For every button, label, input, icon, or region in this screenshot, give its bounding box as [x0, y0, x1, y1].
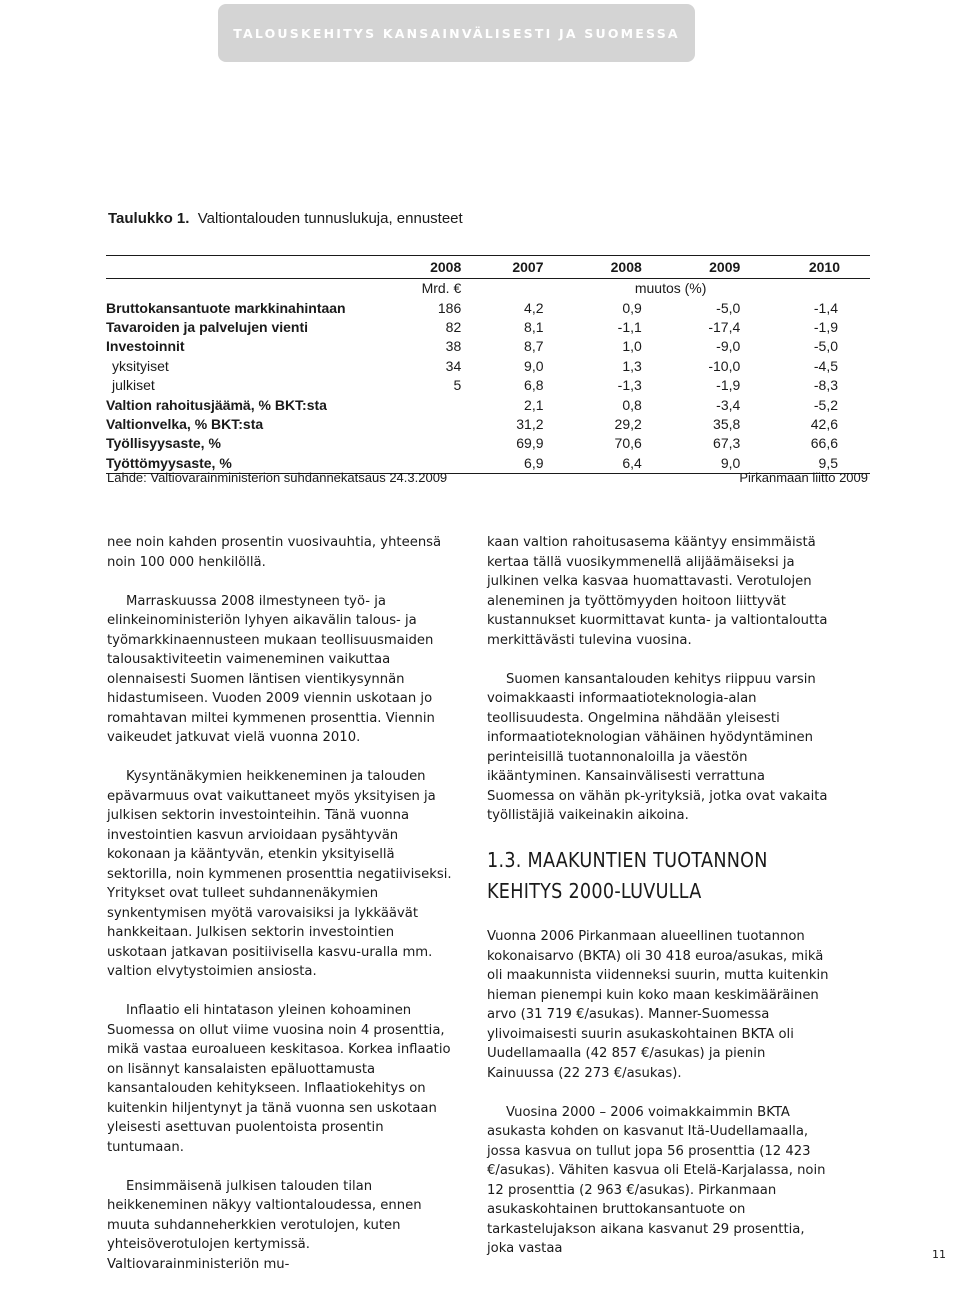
- table-caption-label: Taulukko 1.: [108, 210, 190, 227]
- table-row: [106, 415, 870, 434]
- table-cell: 34: [445, 357, 462, 374]
- table-cell: -8,3: [813, 377, 838, 394]
- body-paragraph: Vuosina 2000 – 2006 voimakkaimmin BKTA asukasta kohden on kasvanut Itä-Uudellamaalla, jossa kasvua on tullut jopa 56 prosenttia (12 423 €/asukas). Vähiten kasvua oli Etelä-Karjalassa, noin 12 prosenttia (2 963 €/asukas). Pirkanmaan asukaskohtainen bruttokansantuote on tarkastelujakson aikana kasvanut 29 prosenttia, joka vastaa: [487, 1104, 826, 1256]
- table-cell: 1,3: [622, 357, 642, 374]
- table-cell: -10,0: [708, 357, 741, 374]
- table-row: [106, 376, 870, 395]
- table-cell: -5,0: [716, 299, 741, 316]
- table-cell: 29,2: [614, 415, 642, 432]
- year-header: 2009: [668, 256, 767, 279]
- right-column: [487, 533, 832, 1278]
- body-paragraph: Ensimmäisenä julkisen talouden tilan heikkeneminen näkyy valtiontaloudessa, ennen muuta suhdanneherkkien verotulojen, kuten yhteisöverotulojen kertymissä. Valtiovarainministeriön mu-: [107, 1178, 422, 1272]
- table-cell: -1,9: [716, 377, 741, 394]
- table-cell: 9,5: [766, 454, 870, 474]
- table-cell: -9,0: [716, 338, 741, 355]
- table-source: Lähde: Valtiovarainministeriön suhdannekatsaus 24.3.2009: [107, 470, 448, 485]
- section-heading: 1.3. MAAKUNTIEN TUOTANNON KEHITYS 2000-LUVULLA: [487, 848, 768, 903]
- table-cell: 35,8: [713, 415, 741, 432]
- row-label: yksityiset: [112, 357, 169, 374]
- page-number: 11: [932, 1248, 946, 1261]
- left-column: [107, 533, 452, 1294]
- table-cell: -5,2: [813, 396, 838, 413]
- table-cell: [413, 434, 471, 453]
- body-paragraph: Vuonna 2006 Pirkanmaan alueellinen tuotannon kokonaisarvo (BKTA) oli 30 418 euroa/asukas, mikä oli maakunnista viidenneksi suurin, mutta kuitenkin hieman pienempi kuin koko maan keskimääräinen arvo (31 719 €/asukas). Manner-Suomessa ylivoimaisesti suurin asukaskohtainen BKTA oli Uudellamaalla (42 857 €/asukas) ja pienin Kainuussa (22 273 €/asukas).: [487, 929, 829, 1081]
- year-header: 2008: [570, 256, 668, 279]
- table-cell: -1,9: [813, 318, 838, 335]
- table-cell: 8,7: [524, 338, 544, 355]
- table-cell: 82: [445, 318, 462, 335]
- table-unit-row: [106, 279, 870, 299]
- table-cell: 8,1: [524, 318, 544, 335]
- table-cell: 5: [453, 377, 462, 394]
- header-title: TALOUSKEHITYS KANSAINVÄLISESTI JA SUOMESSA: [233, 25, 680, 41]
- unit-label: Mrd. €: [421, 280, 462, 297]
- year-header: 2007: [471, 256, 569, 279]
- row-label: Valtion rahoitusjäämä, % BKT:sta: [106, 396, 327, 413]
- table-cell: 70,6: [614, 435, 642, 452]
- table-cell: 66,6: [810, 435, 838, 452]
- table-header-row: [106, 256, 870, 279]
- table-cell: 6,8: [524, 377, 544, 394]
- table-cell: 4,2: [524, 299, 544, 316]
- table-cell: 42,6: [810, 415, 838, 432]
- table-cell: [413, 415, 471, 434]
- table-row: [106, 395, 870, 414]
- body-paragraph: Suomen kansantalouden kehitys riippuu varsin voimakkaasti informaatioteknologia-alan teollisuudesta. Ongelmina nähdään yleisesti informaatioteknologian vähäinen hyödyntäminen perinteisillä tuotannonaloilla ja väestön ikääntyminen. Kansainvälisesti verrattuna Suomessa on vähän pk-yrityksiä, jotka ovat vakaita työllistäjiä vaikeinakin aikoina.: [487, 671, 828, 823]
- table-cell: -3,4: [716, 396, 741, 413]
- body-paragraph: Inflaatio eli hintatason yleinen kohoaminen Suomessa on ollut viime vuosina noin 4 prosenttia, mikä vastaa euroalueen keskitasoa. Korkea inflaatio on lisännyt kansalaisten epäluottamusta kansantalouden kehitykseen. Inflaatiokehitys on kuitenkin hiljentynyt ja tänä vuonna sen uskotaan yleisesti asettuvan puolentoista prosentin tuntumaan.: [107, 1003, 451, 1155]
- body-paragraph: Kysyntänäkymien heikkeneminen ja talouden epävarmuus ovat vaikuttaneet myös yksityisen ja julkisen sektorin investointeihin. Tänä vuonna investointien kasvun arvioidaan pysähtyvän kokonaan ja kääntyvän, etenkin yksityisellä sektorilla, noin kymmenen prosenttia negatiiviseksi. Yritykset ovat tulleet suhdannenäkymien synkentymisen myötä varovaisiksi ja lykkäävät hankkeitaan. Julkisen sektorin investointien uskotaan jatkavan positiivisella kasvu-uralla mm. valtion elvytystoimien ansiosta.: [107, 769, 452, 979]
- table-cell: -1,3: [617, 377, 642, 394]
- table-cell: 67,3: [713, 435, 741, 452]
- row-label: Bruttokansantuote markkinahintaan: [106, 299, 346, 316]
- table-cell: [413, 395, 471, 414]
- table-caption-text: Valtiontalouden tunnuslukuja, ennusteet: [197, 210, 463, 227]
- table-cell: 69,9: [516, 435, 544, 452]
- table-cell: -17,4: [708, 318, 741, 335]
- header-banner: [218, 4, 695, 62]
- row-label: Tavaroiden ja palvelujen vienti: [106, 318, 309, 335]
- table-cell: 1,0: [622, 338, 642, 355]
- table-row: [106, 434, 870, 453]
- row-label: Työllisyysaste, %: [106, 435, 221, 452]
- table-cell: 0,9: [622, 299, 642, 316]
- table-row: [106, 298, 870, 317]
- table-cell: 186: [437, 299, 462, 316]
- change-label: muutos (%): [634, 280, 707, 297]
- table-cell: -5,0: [813, 338, 838, 355]
- table-row: [106, 357, 870, 376]
- table-cell: 31,2: [516, 415, 544, 432]
- table-cell: 2,1: [524, 396, 544, 413]
- table-cell: 9,0: [524, 357, 544, 374]
- table-cell: -1,4: [813, 299, 838, 316]
- table-row: [106, 337, 870, 356]
- table-cell: -1,1: [617, 318, 642, 335]
- table-row: [106, 318, 870, 337]
- table-cell: 6,9: [471, 454, 569, 474]
- year-header: 2008: [413, 256, 471, 279]
- year-header: 2010: [766, 256, 870, 279]
- economic-indicators-table: [106, 255, 870, 474]
- body-paragraph: kaan valtion rahoitusasema kääntyy ensimmäistä kertaa tällä vuosikymmenellä alijäämäiseksi ja julkinen velka kasvaa huomattavasti. Verotulojen aleneminen ja työttömyyden hoitoon liittyvät kustannukset kuormittavat kunta- ja valtiontaloutta merkittävästi tulevina vuosina.: [487, 535, 828, 648]
- row-label: Valtionvelka, % BKT:sta: [106, 415, 264, 432]
- row-label: Työttömyysaste, %: [106, 454, 413, 474]
- body-paragraph: Marraskuussa 2008 ilmestyneen työ- ja elinkeinoministeriön lyhyen aikavälin talous- ja työmarkkinaennusteen mukaan teollisuusmaiden talousaktiviteetin vaimeneminen vaikuttaa olennaisesti Suomen läntisen vientikysynnän hidastumiseen. Vuoden 2009 viennin uskotaan jo romahtavan miltei kymmenen prosenttia. Viennin vaikeudet jatkuvat vielä vuonna 2010.: [107, 593, 435, 745]
- table-cell: 9,0: [668, 454, 767, 474]
- table-caption: [108, 210, 463, 227]
- table-credit: Pirkanmaan liitto 2009: [739, 470, 868, 485]
- table-cell: 38: [445, 338, 462, 355]
- row-label: Investoinnit: [106, 338, 185, 355]
- table-cell: 0,8: [622, 396, 642, 413]
- row-label: julkiset: [112, 377, 155, 394]
- table-cell: 6,4: [570, 454, 668, 474]
- table-cell: -4,5: [813, 357, 838, 374]
- body-paragraph: nee noin kahden prosentin vuosivauhtia, yhteensä noin 100 000 henkilöllä.: [107, 535, 442, 570]
